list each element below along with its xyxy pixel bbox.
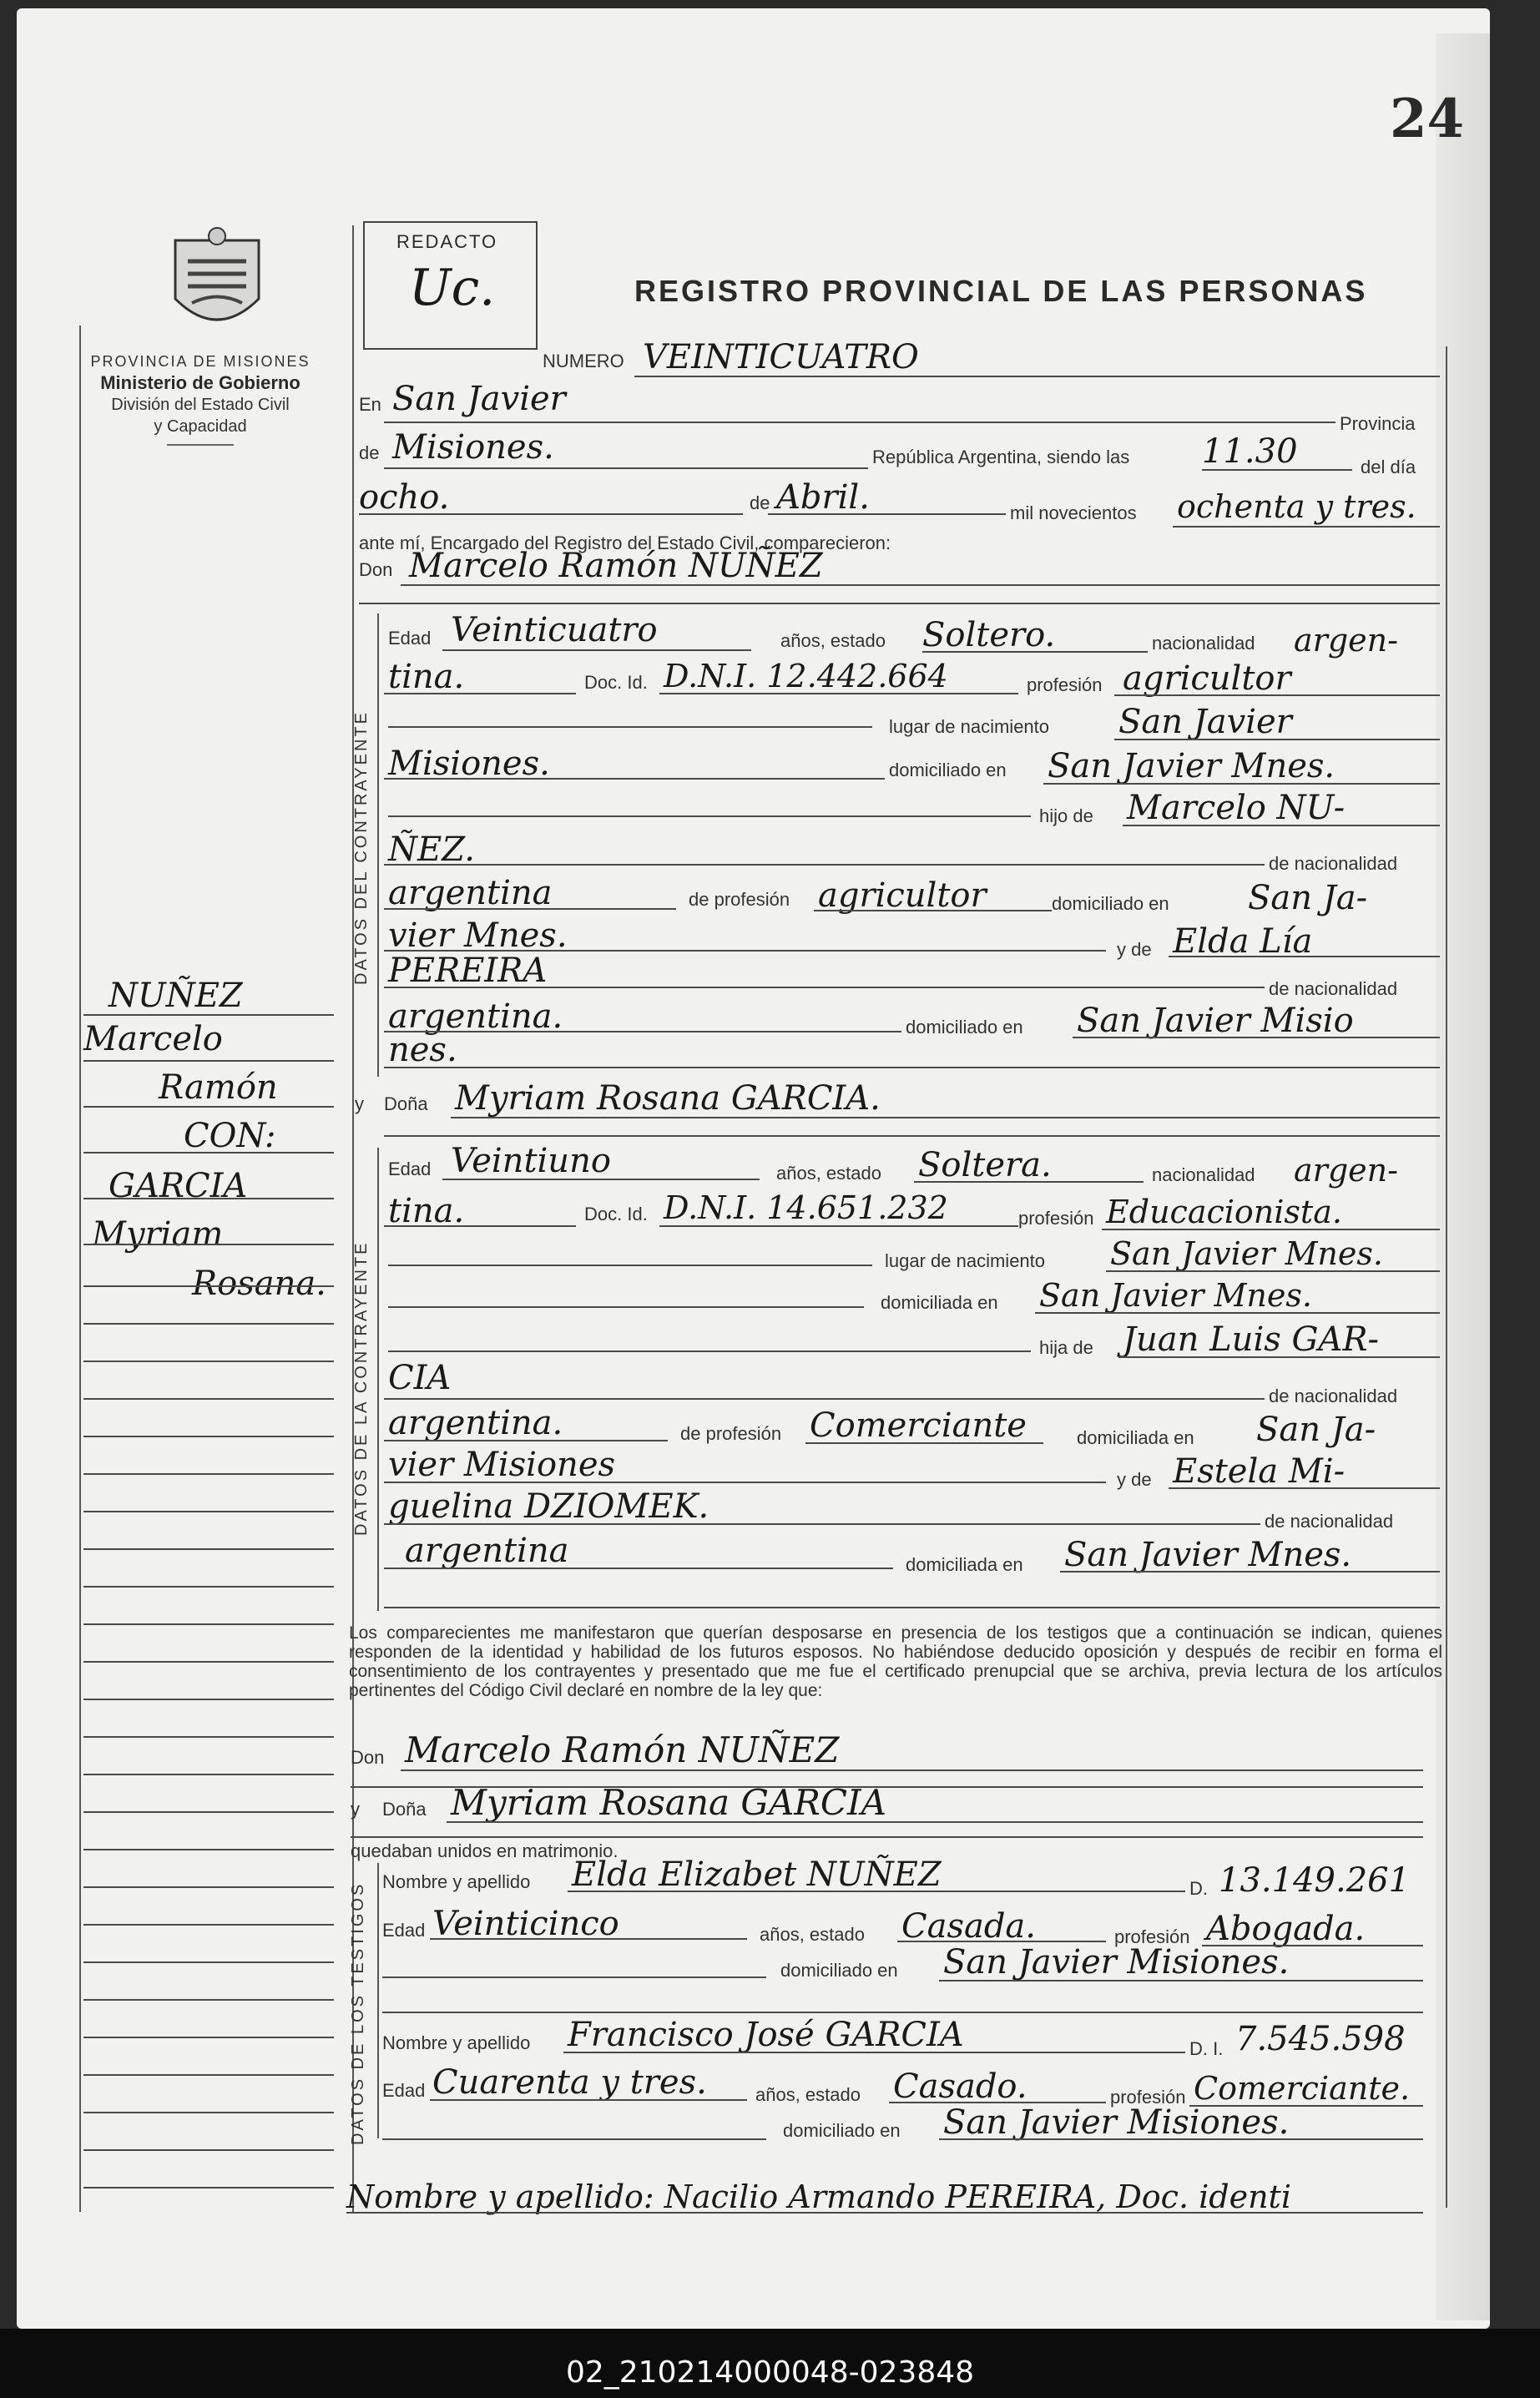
padre-nac-b: argentina. bbox=[388, 1404, 563, 1442]
de-nac-label-4: de nacionalidad bbox=[1265, 1511, 1394, 1532]
decl-dona-label: Doña bbox=[382, 1799, 427, 1820]
dom-label: domiciliado en bbox=[889, 760, 1007, 780]
redacto-initials: Uc. bbox=[409, 259, 496, 317]
dom-value-2: San Javier Mnes. bbox=[1039, 1277, 1312, 1314]
lugar-value-2: Misiones. bbox=[388, 745, 550, 783]
padre-dom-label: domiciliado en bbox=[1052, 893, 1169, 914]
lugar-label-2: lugar de nacimiento bbox=[885, 1250, 1046, 1271]
t2-doc-value: 7.545.598 bbox=[1235, 2020, 1406, 2058]
hijo-label: hijo de bbox=[1039, 805, 1093, 826]
don-value: Marcelo Ramón NUÑEZ bbox=[409, 547, 823, 585]
margin-note-line: Myriam bbox=[92, 1215, 224, 1254]
numero-label: NUMERO bbox=[543, 351, 624, 371]
prof-value-2: Educacionista. bbox=[1106, 1194, 1342, 1230]
padre-value-1: Marcelo NU- bbox=[1127, 789, 1346, 827]
contrayente-bracket bbox=[377, 613, 379, 1077]
padre-dom-2: vier Mnes. bbox=[388, 916, 568, 955]
doc-label: Doc. Id. bbox=[584, 672, 648, 693]
y-de-label: y de bbox=[1117, 939, 1152, 960]
t2-anos-label: años, estado bbox=[755, 2084, 861, 2105]
page-number: 24 bbox=[1390, 88, 1465, 150]
decl-y-label: y bbox=[351, 1799, 360, 1820]
margin-note-line: Marcelo bbox=[83, 1020, 223, 1058]
scan-caption: 02_210214000048-023848 bbox=[565, 2355, 975, 2390]
dom-label-2: domiciliada en bbox=[881, 1292, 998, 1313]
padre-dom-label-b: domiciliada en bbox=[1077, 1427, 1194, 1448]
estado-value-2: Soltera. bbox=[918, 1146, 1052, 1184]
t1-edad-label: Edad bbox=[382, 1920, 426, 1941]
nac-value-1b: argen- bbox=[1294, 1152, 1398, 1189]
de-prof-label: de profesión bbox=[689, 889, 790, 910]
de-mes-label: de bbox=[750, 492, 770, 513]
madre-dom-label: domiciliado en bbox=[906, 1017, 1023, 1037]
org-capacity: y Capacidad bbox=[154, 417, 247, 436]
document-title: REGISTRO PROVINCIAL DE LAS PERSONAS bbox=[634, 274, 1368, 308]
org-division: División del Estado Civil bbox=[111, 396, 290, 414]
lugar-label: lugar de nacimiento bbox=[889, 716, 1050, 737]
dia-value: ocho. bbox=[359, 478, 450, 517]
numero-value: VEINTICUATRO bbox=[643, 338, 919, 376]
t1-anos-label: años, estado bbox=[760, 1924, 865, 1945]
t2-doc-label: D. I. bbox=[1189, 2038, 1224, 2059]
madre-dom-2: nes. bbox=[388, 1031, 457, 1069]
nac-value-1: argen- bbox=[1294, 622, 1398, 659]
madre-value-2b: guelina DZIOMEK. bbox=[388, 1487, 709, 1526]
contrayenta-section-label: DATOS DE LA CONTRAYENTE bbox=[352, 1240, 371, 1536]
t2-edad-label: Edad bbox=[382, 2080, 426, 2101]
hora-value: 11.30 bbox=[1202, 432, 1298, 471]
prof-value: agricultor bbox=[1123, 659, 1291, 698]
don-label: Don bbox=[359, 559, 393, 580]
de-nac-label: de nacionalidad bbox=[1269, 853, 1398, 874]
y-label: y bbox=[355, 1093, 364, 1114]
lugar-value-b: San Javier Mnes. bbox=[1110, 1235, 1383, 1272]
doc-value: D.N.I. 12.442.664 bbox=[664, 658, 948, 694]
t2-dom-value: San Javier Misiones. bbox=[943, 2103, 1290, 2142]
madre-dom-b: San Javier Mnes. bbox=[1064, 1536, 1352, 1574]
margin-note-line: NUÑEZ bbox=[109, 977, 243, 1015]
decl-don-label: Don bbox=[351, 1747, 385, 1768]
dona-value: Myriam Rosana GARCIA. bbox=[455, 1079, 881, 1118]
testigos-bracket bbox=[377, 1863, 379, 2138]
margin-note-line: GARCIA bbox=[109, 1167, 248, 1205]
edad-value-2: Veintiuno bbox=[451, 1142, 611, 1180]
madre-dom-label-b: domiciliada en bbox=[906, 1554, 1023, 1575]
republica-label: República Argentina, siendo las bbox=[872, 447, 1130, 467]
margin-note-line: Ramón bbox=[159, 1068, 278, 1107]
anos-label-2: años, estado bbox=[776, 1163, 881, 1184]
t1-estado-value: Casada. bbox=[901, 1907, 1036, 1946]
t2-dom-label: domiciliado en bbox=[783, 2120, 901, 2141]
edad-label-2: Edad bbox=[388, 1159, 432, 1179]
page-edge bbox=[1436, 33, 1490, 2320]
t1-prof-value: Abogada. bbox=[1206, 1910, 1366, 1948]
madre-dom-1: San Javier Misio bbox=[1077, 1002, 1354, 1040]
padre-value-1b: Juan Luis GAR- bbox=[1123, 1320, 1379, 1359]
padre-prof-b: Comerciante bbox=[810, 1406, 1027, 1445]
t2-edad-value: Cuarenta y tres. bbox=[432, 2063, 707, 2102]
right-rule bbox=[1446, 346, 1447, 2208]
margin-note-line: CON: bbox=[184, 1117, 276, 1155]
t1-dom-label: domiciliado en bbox=[780, 1960, 898, 1981]
prof-label: profesión bbox=[1027, 674, 1103, 695]
t1-edad-value: Veinticinco bbox=[432, 1905, 619, 1943]
t1-dom-value: San Javier Misiones. bbox=[943, 1943, 1290, 1982]
padre-nac: argentina bbox=[388, 874, 553, 912]
madre-value-1b: Estela Mi- bbox=[1173, 1452, 1346, 1491]
nac-label: nacionalidad bbox=[1152, 633, 1255, 654]
t1-doc-label: D. bbox=[1189, 1878, 1208, 1899]
t2-estado-value: Casado. bbox=[893, 2067, 1028, 2106]
padre-value-2: ÑEZ. bbox=[388, 830, 476, 869]
redacto-label: REDACTO bbox=[396, 231, 498, 252]
edad-label: Edad bbox=[388, 628, 432, 649]
org-province: PROVINCIA DE MISIONES bbox=[90, 353, 311, 370]
declaration-text: Los comparecientes me manifestaron que querían desposarse en presencia de los testigos que a continuación se indican, quienes responden de la identidad y habilidad de los futuros esposos. No habiéndose deducido oposición y después de recibir en forma el consentimiento de los contrayentes y presentado que me fue el certificado prenupcial que se archiva, previa lectura de los artículos pertinentes del Código Civil declaré en nombre de la ley que: bbox=[349, 1623, 1442, 1700]
estado-value: Soltero. bbox=[922, 616, 1056, 654]
document-sheet bbox=[17, 8, 1490, 2329]
padre-dom-1: San Ja- bbox=[1248, 879, 1368, 917]
padre-dom-2b: vier Misiones bbox=[388, 1446, 616, 1484]
hija-label: hija de bbox=[1039, 1337, 1093, 1358]
y-de-label-2: y de bbox=[1117, 1469, 1152, 1490]
t2-nombre-label: Nombre y apellido bbox=[382, 2032, 531, 2053]
margin-note-line: Rosana. bbox=[192, 1265, 326, 1303]
anos-label: años, estado bbox=[780, 630, 886, 651]
t1-doc-value: 13.149.261 bbox=[1219, 1861, 1411, 1900]
padre-value-2b: CIA bbox=[388, 1359, 452, 1397]
testigos-section-label: DATOS DE LOS TESTIGOS bbox=[349, 1881, 367, 2145]
padre-dom-1b: San Ja- bbox=[1256, 1411, 1376, 1449]
seal-emblem-icon bbox=[167, 224, 267, 341]
dom-value: San Javier Mnes. bbox=[1048, 747, 1336, 785]
doc-value-2: D.N.I. 14.651.232 bbox=[664, 1189, 948, 1226]
org-ministry: Ministerio de Gobierno bbox=[100, 372, 300, 393]
en-value: San Javier bbox=[392, 380, 566, 418]
de-label: de bbox=[359, 442, 380, 463]
prof-label-2: profesión bbox=[1018, 1208, 1094, 1229]
unidos-text: quedaban unidos en matrimonio. bbox=[351, 1840, 619, 1861]
padre-prof: agricultor bbox=[818, 876, 987, 915]
ante-line: ante mí, Encargado del Registro del Estado Civil, comparecieron: bbox=[359, 533, 891, 553]
del-dia-label: del día bbox=[1361, 457, 1416, 477]
nac-value-2b: tina. bbox=[388, 1192, 465, 1230]
mil-label: mil novecientos bbox=[1010, 502, 1137, 523]
lugar-value-1: San Javier bbox=[1118, 703, 1292, 741]
nac-label-2: nacionalidad bbox=[1152, 1164, 1255, 1185]
decl-dona-value: Myriam Rosana GARCIA bbox=[451, 1782, 886, 1823]
madre-value-1: Elda Lía bbox=[1173, 922, 1313, 961]
t1-nombre-value: Elda Elizabet NUÑEZ bbox=[572, 1855, 942, 1894]
madre-nac: argentina. bbox=[388, 997, 563, 1036]
de-value: Misiones. bbox=[392, 428, 554, 467]
contrayente-section-label: DATOS DEL CONTRAYENTE bbox=[352, 710, 371, 985]
t1-prof-label: profesión bbox=[1114, 1926, 1190, 1947]
decl-don-value: Marcelo Ramón NUÑEZ bbox=[405, 1729, 840, 1770]
madre-value-2: PEREIRA bbox=[388, 952, 548, 990]
contrayenta-bracket bbox=[377, 1148, 379, 1611]
t1-nombre-label: Nombre y apellido bbox=[382, 1871, 531, 1892]
de-nac-label-2: de nacionalidad bbox=[1269, 978, 1398, 999]
t2-prof-value: Comerciante. bbox=[1194, 2070, 1411, 2107]
t2-nombre-value: Francisco José GARCIA bbox=[568, 2016, 964, 2054]
nac-value-2: tina. bbox=[388, 658, 465, 696]
dona-label: Doña bbox=[384, 1093, 428, 1114]
mes-value: Abril. bbox=[776, 478, 870, 517]
provincia-label: Provincia bbox=[1340, 413, 1416, 434]
edad-value: Veinticuatro bbox=[451, 611, 658, 649]
de-prof-label-2: de profesión bbox=[680, 1423, 782, 1444]
left-margin-rule bbox=[79, 326, 81, 2212]
madre-nac-b: argentina bbox=[405, 1532, 569, 1570]
t2-prof-label: profesión bbox=[1110, 2087, 1186, 2108]
de-nac-label-3: de nacionalidad bbox=[1269, 1386, 1398, 1406]
doc-label-2: Doc. Id. bbox=[584, 1204, 648, 1224]
divider bbox=[167, 444, 234, 446]
en-label: En bbox=[359, 394, 381, 415]
anio-value: ochenta y tres. bbox=[1177, 488, 1416, 525]
t3-line: Nombre y apellido: Nacilio Armando PEREIRA, Doc. identi bbox=[346, 2178, 1291, 2215]
